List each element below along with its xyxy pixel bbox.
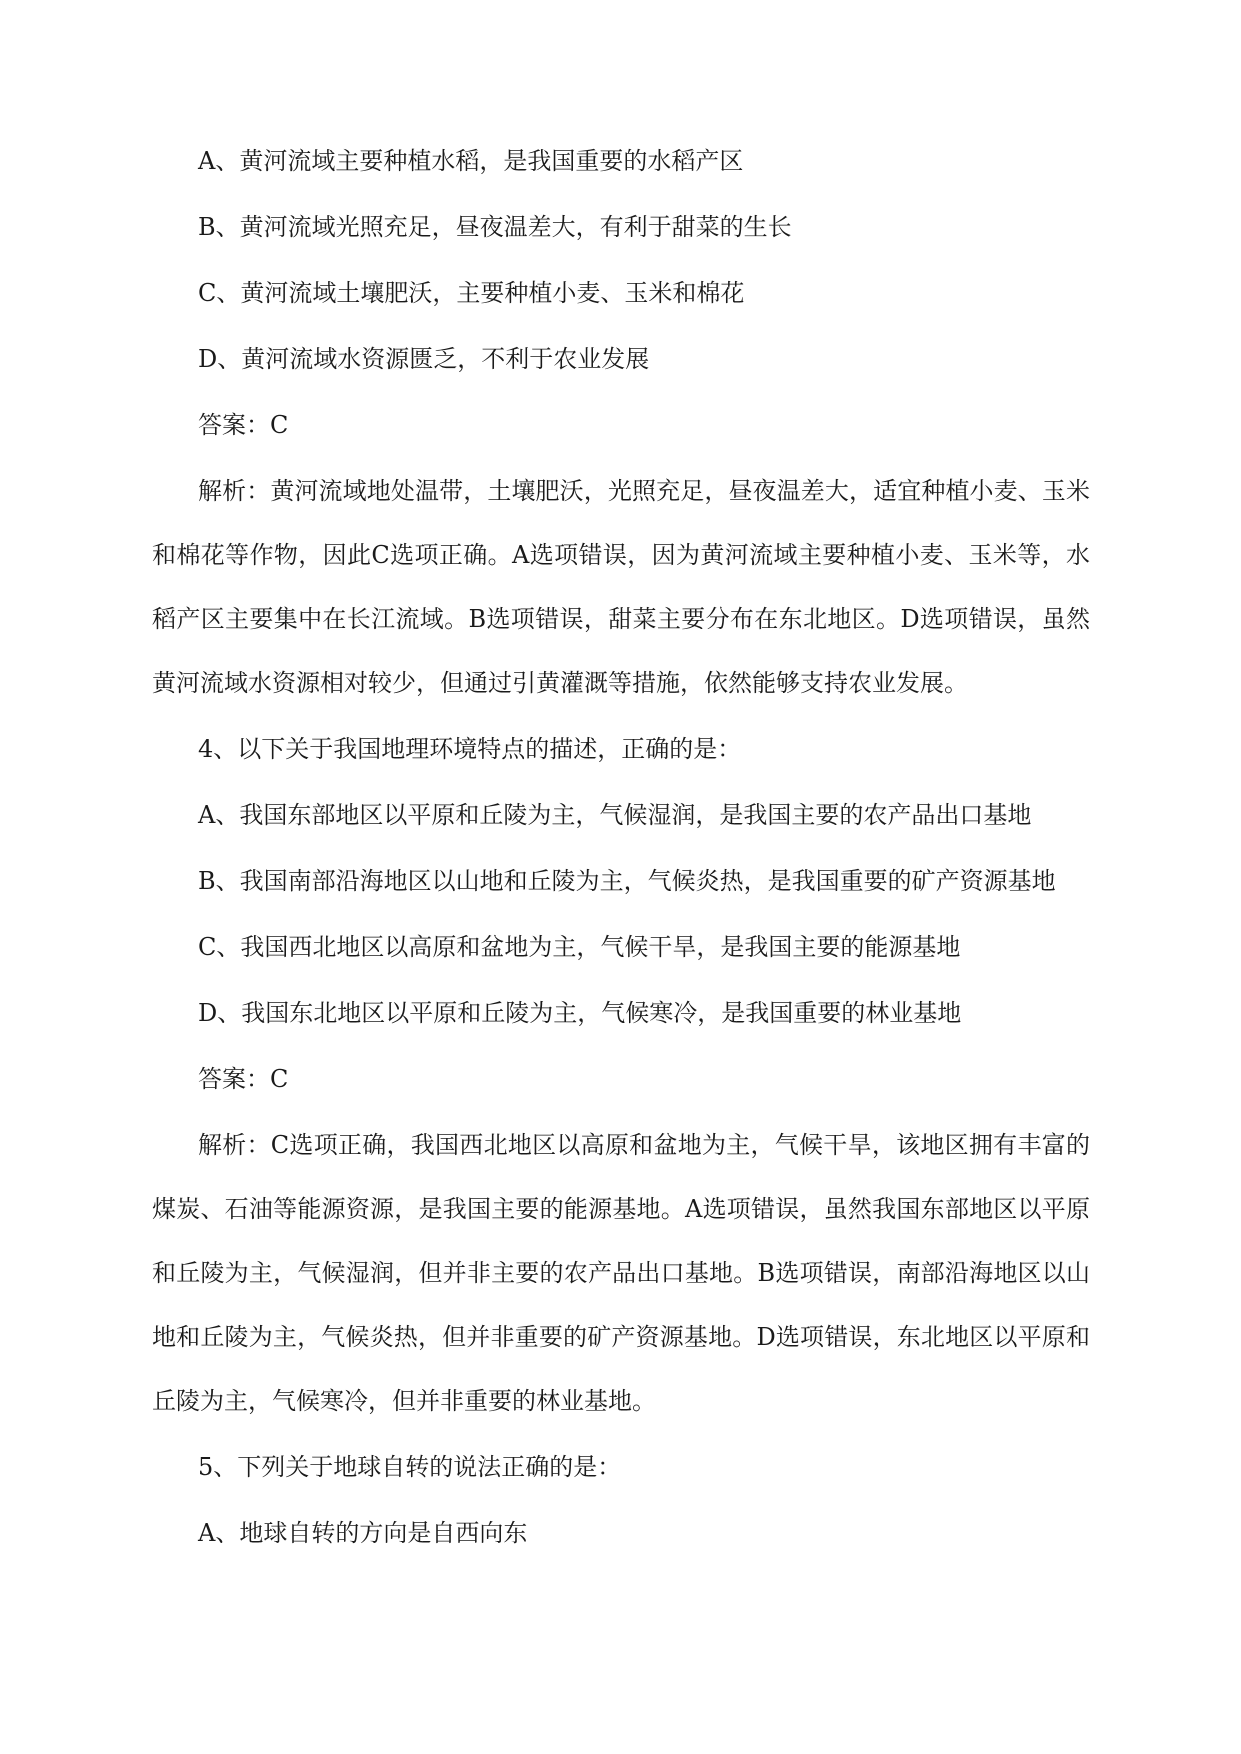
q4-option-b: B、我国南部沿海地区以山地和丘陵为主，气候炎热，是我国重要的矿产资源基地: [198, 867, 1056, 895]
page-content: [152, 143, 1090, 1581]
q5-option-a: A、地球自转的方向是自西向东: [198, 1519, 528, 1547]
q4-option-c: C、我国西北地区以高原和盆地为主，气候干旱，是我国主要的能源基地: [198, 933, 961, 961]
q5-question: 5、下列关于地球自转的说法正确的是：: [198, 1453, 622, 1481]
q3-option-a: A、黄河流域主要种植水稻，是我国重要的水稻产区: [198, 147, 744, 175]
q4-option-a: A、我国东部地区以平原和丘陵为主，气候湿润，是我国主要的农产品出口基地: [198, 801, 1032, 829]
q4-option-d: D、我国东北地区以平原和丘陵为主，气候寒冷，是我国重要的林业基地: [198, 999, 962, 1027]
q3-answer: 答案：C: [198, 411, 289, 439]
q3-option-b: B、黄河流域光照充足，昼夜温差大，有利于甜菜的生长: [198, 213, 792, 241]
q3-option-c: C、黄河流域土壤肥沃，主要种植小麦、玉米和棉花: [198, 279, 745, 307]
q4-question: 4、以下关于我国地理环境特点的描述，正确的是：: [198, 735, 742, 763]
q3-option-d: D、黄河流域水资源匮乏，不利于农业发展: [198, 345, 650, 373]
q3-analysis: 解析：黄河流域地处温带，土壤肥沃，光照充足，昼夜温差大，适宜种植小麦、玉米和棉花等作物，因此C选项正确。A选项错误，因为黄河流域主要种植小麦、玉米等，水稻产区主要集中在长江流域。B选项错误，甜菜主要分布在东北地区。D选项错误，虽然黄河流域水资源相对较少，但通过引黄灌溉等措施，依然能够支持农业发展。: [152, 477, 1090, 697]
q4-analysis: 解析：C选项正确，我国西北地区以高原和盆地为主，气候干旱，该地区拥有丰富的煤炭、石油等能源资源，是我国主要的能源基地。A选项错误，虽然我国东部地区以平原和丘陵为主，气候湿润，但并非主要的农产品出口基地。B选项错误，南部沿海地区以山地和丘陵为主，气候炎热，但并非重要的矿产资源基地。D选项错误，东北地区以平原和丘陵为主，气候寒冷，但并非重要的林业基地。: [152, 1131, 1090, 1415]
q4-answer: 答案：C: [198, 1065, 289, 1093]
